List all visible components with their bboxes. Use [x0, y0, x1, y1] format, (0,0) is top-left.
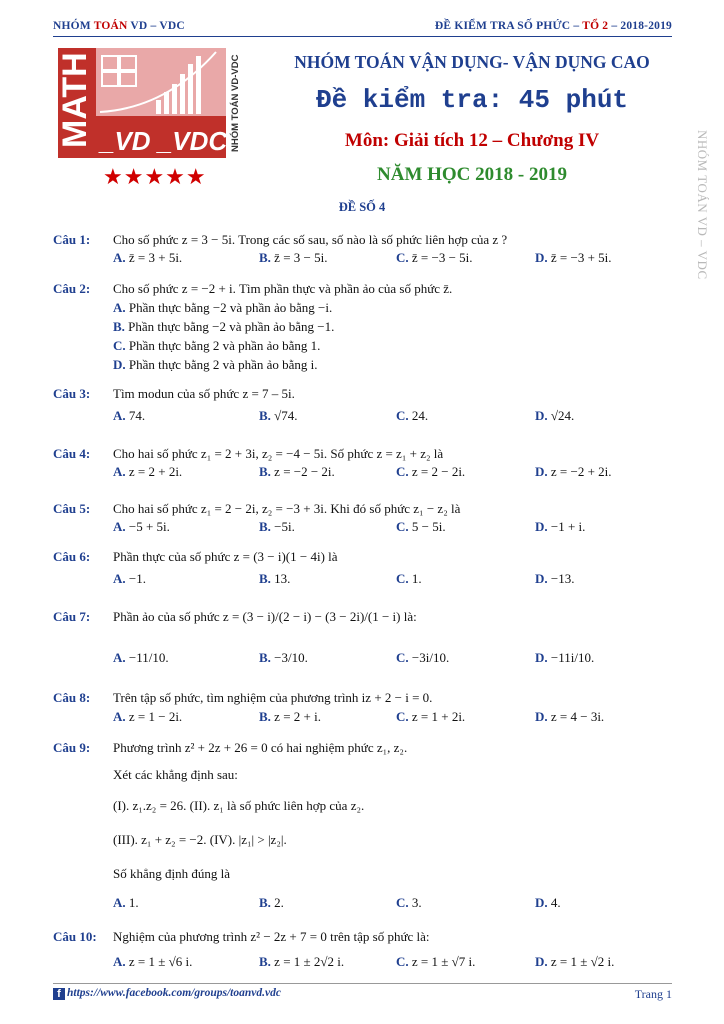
option-d[interactable]: D. −13.	[535, 571, 575, 586]
exam-code: ĐỀ SỐ 4	[338, 200, 386, 214]
option-c[interactable]: C. z = 1 + 2i.	[396, 709, 466, 724]
option-a[interactable]: A. Phần thực bằng −2 và phần ảo bằng −i.	[113, 300, 333, 315]
option-c[interactable]: C. z = 1 ± √7 i.	[396, 954, 476, 969]
option-a[interactable]: A. −5 + 5i.	[113, 519, 170, 534]
page-number: Trang 1	[634, 987, 672, 1001]
logo-math-text: MATH	[56, 52, 94, 148]
option-b[interactable]: B. z = 1 ± 2√2 i.	[259, 954, 345, 969]
option-d[interactable]: D. z = −2 + 2i.	[535, 464, 612, 479]
option-c[interactable]: C. 3.	[396, 895, 422, 910]
group-title: NHÓM TOÁN VẬN DỤNG- VẬN DỤNG CAO	[294, 52, 650, 72]
question-text: Cho số phức z = 3 − 5i. Trong các số sau, số nào là số phức liên hợp của z ?	[113, 232, 508, 247]
option-c[interactable]: C. 24.	[396, 408, 429, 423]
header-exam-info: ĐỀ KIỂM TRA SỐ PHỨC – TỔ 2 – 2018-2019	[434, 20, 672, 32]
option-c[interactable]: C. Phần thực bằng 2 và phần ảo bằng 1.	[113, 338, 321, 353]
option-c[interactable]: C. −3i/10.	[396, 650, 450, 665]
question-label: Câu 4:	[53, 446, 91, 461]
question-label: Câu 1:	[53, 232, 91, 247]
option-b[interactable]: B. 2.	[259, 895, 284, 910]
option-d[interactable]: D. 4.	[535, 895, 561, 910]
option-b[interactable]: B. z = −2 − 2i.	[259, 464, 335, 479]
option-d[interactable]: D. √24.	[535, 408, 575, 423]
statement-intro: Xét các khẳng định sau:	[113, 767, 238, 782]
option-b[interactable]: B. −5i.	[259, 519, 295, 534]
question-label: Câu 10:	[53, 929, 97, 944]
option-c[interactable]: C. 5 − 5i.	[396, 519, 446, 534]
statement-iii-iv: (III). z₁ + z₂ = −2. (IV). |z₁| > |z₂|.	[113, 832, 287, 847]
option-b[interactable]: B. Phần thực bằng −2 và phần ảo bằng −1.	[113, 319, 335, 334]
question-label: Câu 8:	[53, 690, 91, 705]
question-text: Nghiệm của phương trình z² − 2z + 7 = 0 trên tập số phức là:	[113, 929, 430, 944]
facebook-icon: f	[53, 988, 65, 1000]
option-b[interactable]: B. z̄ = 3 − 5i.	[259, 250, 328, 265]
option-a[interactable]: A. z = 1 − 2i.	[113, 709, 183, 724]
question-label: Câu 9:	[53, 740, 91, 755]
question-text: Trên tập số phức, tìm nghiệm của phương trình iz + 2 − i = 0.	[113, 690, 433, 705]
rating-stars: ★★★★★	[103, 164, 207, 189]
option-b[interactable]: B. z = 2 + i.	[259, 709, 321, 724]
question-text: Cho hai số phức z₁ = 2 + 3i, z₂ = −4 − 5i. Số phức z = z₁ + z₂ là	[113, 446, 444, 461]
question-text: Phần ảo của số phức z = (3 − i)/(2 − i) − (3 − 2i)/(1 − i) là:	[113, 609, 417, 624]
question-label: Câu 2:	[53, 281, 91, 296]
option-b[interactable]: B. √74.	[259, 408, 298, 423]
math-vd-vdc-logo	[56, 48, 246, 158]
logo-side-text: NHÓM TOÁN VD-VDC	[230, 54, 241, 152]
question-label: Câu 5:	[53, 501, 91, 516]
question-text: Tìm modun của số phức z = 7 – 5i.	[113, 386, 295, 401]
option-c[interactable]: C. 1.	[396, 571, 422, 586]
option-c[interactable]: C. z̄ = −3 − 5i.	[396, 250, 473, 265]
option-d[interactable]: D. −1 + i.	[535, 519, 586, 534]
statement-question: Số khẳng định đúng là	[113, 866, 230, 881]
option-a[interactable]: A. 1.	[113, 895, 139, 910]
option-d[interactable]: D. z = 4 − 3i.	[535, 709, 605, 724]
exam-title: Đề kiểm tra: 45 phút	[315, 85, 629, 115]
statement-i-ii: (I). z₁.z₂ = 26. (II). z₁ là số phức liên hợp của z₂.	[113, 798, 365, 813]
question-text: Cho hai số phức z₁ = 2 − 2i, z₂ = −3 + 3i. Khi đó số phức z₁ − z₂ là	[113, 501, 461, 516]
question-text: Cho số phức z = −2 + i. Tìm phần thực và phần ảo của số phức z̄.	[113, 281, 453, 296]
school-year: NĂM HỌC 2018 - 2019	[377, 164, 567, 185]
subject-title: Môn: Giải tích 12 – Chương IV	[344, 130, 600, 151]
question-text: Phần thực của số phức z = (3 − i)(1 − 4i) là	[113, 549, 338, 564]
option-a[interactable]: A. z = 1 ± √6 i.	[113, 954, 193, 969]
option-b[interactable]: B. −3/10.	[259, 650, 308, 665]
question-label: Câu 7:	[53, 609, 91, 624]
logo-vd-text: _VD _VDC	[100, 126, 228, 156]
side-watermark: NHÓM TOÁN VD – VDC	[695, 130, 710, 280]
question-label: Câu 3:	[53, 386, 91, 401]
question-label: Câu 6:	[53, 549, 91, 564]
question-text: Phương trình z² + 2z + 26 = 0 có hai nghiệm phức z₁, z₂.	[113, 740, 408, 755]
header-group: NHÓM TOÁN VD – VDC	[53, 20, 185, 32]
option-d[interactable]: D. z = 1 ± √2 i.	[535, 954, 615, 969]
option-d[interactable]: D. Phần thực bằng 2 và phần ảo bằng i.	[113, 357, 318, 372]
option-d[interactable]: D. −11i/10.	[535, 650, 595, 665]
option-a[interactable]: A. 74.	[113, 408, 146, 423]
option-a[interactable]: A. −1.	[113, 571, 146, 586]
header-divider	[53, 36, 672, 37]
option-d[interactable]: D. z̄ = −3 + 5i.	[535, 250, 612, 265]
facebook-group-link[interactable]: https://www.facebook.com/groups/toanvd.vdc	[67, 987, 281, 999]
option-c[interactable]: C. z = 2 − 2i.	[396, 464, 466, 479]
option-a[interactable]: A. z = 2 + 2i.	[113, 464, 183, 479]
page-header	[53, 16, 672, 36]
option-a[interactable]: A. −11/10.	[113, 650, 169, 665]
option-b[interactable]: B. 13.	[259, 571, 291, 586]
footer-divider	[53, 983, 672, 984]
option-a[interactable]: A. z̄ = 3 + 5i.	[113, 250, 183, 265]
